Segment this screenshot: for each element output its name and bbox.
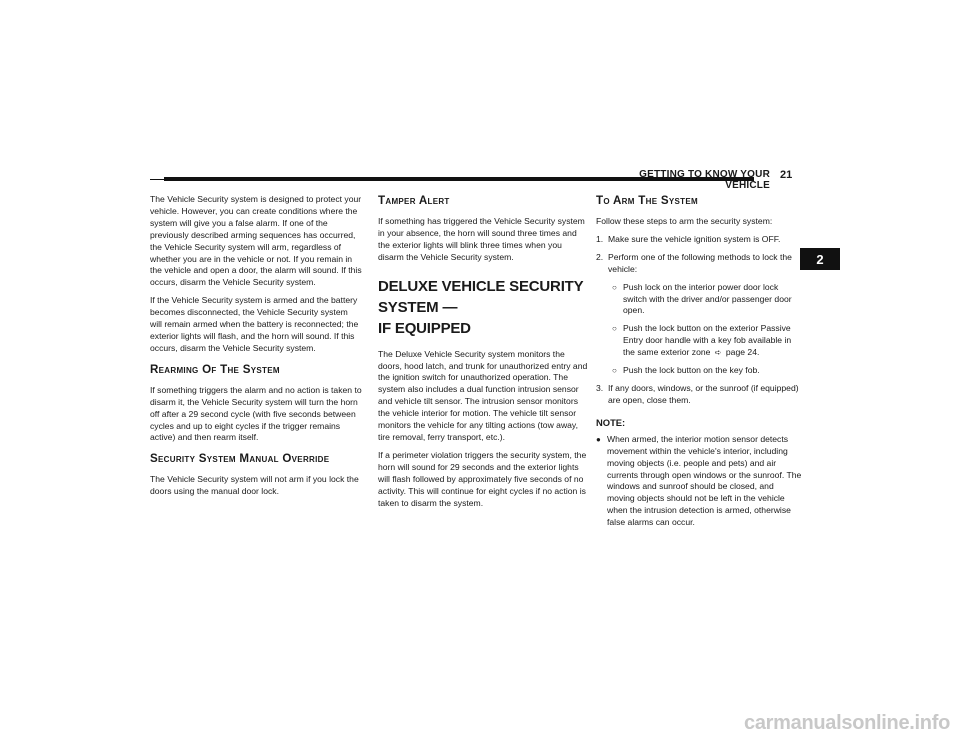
method-text: Push the lock button on the exterior Passive Entry door handle with a key fob available in the same exterior zone: [623, 323, 792, 358]
manual-override-paragraph: The Vehicle Security system will not arm if you lock the doors using the manual door lock.: [150, 474, 359, 497]
step-text: Perform one of the following methods to lock the vehicle:: [608, 251, 792, 274]
rearming-heading: Rearming Of The System: [150, 362, 280, 376]
step-1: [596, 234, 802, 246]
cross-reference-arrow-icon: ➪: [714, 348, 722, 358]
page-reference-link[interactable]: page 24.: [725, 347, 760, 358]
hollow-bullet-icon: ○: [612, 324, 617, 334]
note-text: When armed, the interior motion sensor detects movement within the vehicle's interior, including moving objects (i.e. people and pets) and air currents through open windows or the sunroof. The windows and sunroof should be closed, and moving objects should not be left in the vehicle when the intrusion detection is armed, otherwise false alarms can occur.: [607, 433, 802, 528]
step-number: 3.: [596, 382, 604, 393]
deluxe-security-heading: [378, 276, 590, 339]
column-middle: [378, 194, 590, 515]
filled-bullet-icon: ●: [596, 434, 601, 444]
tamper-alert-paragraph: If something has triggered the Vehicle Security system in your absence, the horn will sound three times and the exterior lights will blink three times when you disarm the Vehicle Security system.: [378, 216, 585, 262]
note-label: NOTE:: [596, 416, 626, 428]
intro-paragraph: The Vehicle Security system is designed to protect your vehicle. However, you can create conditions where the system will give you a false alarm. If one of the previously described arming sequences has occurred, the Vehicle Security system will arm, regardless of whether you are in the vehicle or not. If you remain in the vehicle and open a door, the alarm will sound. If this occurs, disarm the Vehicle Security system.: [150, 194, 362, 288]
method-text: Push the lock button on the key fob.: [623, 365, 760, 376]
column-left: [150, 194, 362, 504]
hollow-bullet-icon: ○: [612, 282, 617, 292]
running-head: GETTING TO KNOW YOUR VEHICLE: [639, 169, 770, 191]
arm-intro: Follow these steps to arm the security system:: [596, 216, 773, 226]
method-text-wrap: [623, 323, 802, 359]
step-3: [596, 383, 802, 407]
watermark: carmanualsonline.info: [744, 712, 950, 734]
step-2: [596, 252, 802, 276]
step-text: If any doors, windows, or the sunroof (if equipped) are open, close them.: [608, 382, 799, 405]
note-bullet: [596, 434, 802, 529]
perimeter-violation-paragraph: If a perimeter violation triggers the security system, the horn will sound for 29 seconds and the exterior lights will flash followed by approximately five seconds of no activity. This will continue for eight cycles if no action is taken to disarm the system.: [378, 449, 587, 508]
deluxe-heading-line-2: IF EQUIPPED: [378, 319, 471, 337]
chapter-tab: 2: [800, 248, 840, 270]
hollow-bullet-icon: ○: [612, 366, 617, 376]
manual-override-heading: Security System Manual Override: [150, 452, 330, 466]
lock-method-3: [612, 365, 802, 377]
rearming-paragraph: If something triggers the alarm and no action is taken to disarm it, the Vehicle Security system will turn the horn off after a 29 second cycle (with five seconds between cycles and up to eight cycles if the trigger remains active) and then rearm itself.: [150, 384, 362, 443]
method-text: Push lock on the interior power door lock switch with the driver and/or passenger door open.: [623, 281, 792, 316]
arm-system-heading: To Arm The System: [596, 194, 698, 207]
lock-method-2: [612, 323, 802, 359]
column-right: [596, 194, 802, 529]
header-rule-cap: [150, 179, 164, 180]
tamper-alert-heading: Tamper Alert: [378, 194, 450, 207]
deluxe-heading-line-1: DELUXE VEHICLE SECURITY SYSTEM —: [378, 277, 584, 316]
deluxe-description-paragraph: The Deluxe Vehicle Security system monitors the doors, hood latch, and trunk for unauthorized entry and the ignition switch for unauthorized operation. The system also includes a dual function intrusion sensor and vehicle tilt sensor. The intrusion sensor monitors the vehicle interior for motion. The vehicle tilt sensor monitors the vehicle for any tilting actions (tow away, tire removal, ferry transport, etc.).: [378, 348, 588, 442]
page-number: 21: [780, 169, 793, 181]
step-text: Make sure the vehicle ignition system is OFF.: [608, 233, 781, 244]
step-number: 1.: [596, 233, 604, 244]
battery-paragraph: If the Vehicle Security system is armed and the battery becomes disconnected, the Vehicle Security system will remain armed when the battery is reconnected; the exterior lights will flash, and the horn will sound. If this occurs, disarm the Vehicle Security system.: [150, 295, 359, 353]
lock-method-1: [612, 282, 802, 318]
step-number: 2.: [596, 251, 604, 262]
